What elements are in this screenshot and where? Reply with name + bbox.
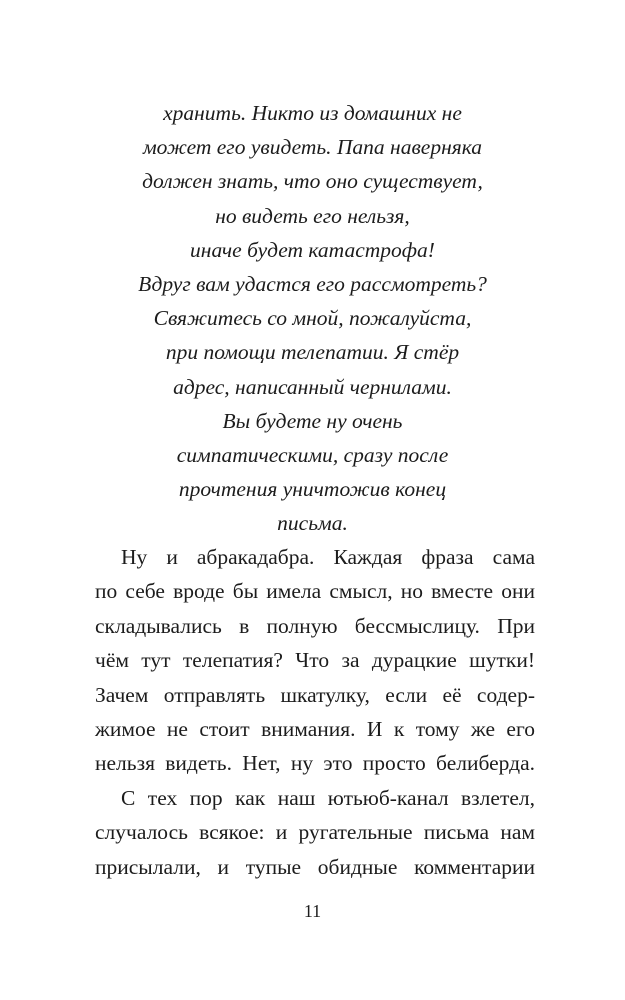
body-text <box>95 540 535 884</box>
text-line: Ну и абракадабра. Каждая фраза сама <box>121 545 535 569</box>
letter-line: письма. <box>277 511 348 536</box>
letter-line: может его увидеть. Папа наверняка <box>142 135 483 160</box>
letter-line: должен знать, что оно существует, <box>142 169 483 194</box>
text-line: присылали, и тупые обидные комментарии <box>95 854 535 879</box>
paragraph-2 <box>95 781 535 884</box>
page-number: 11 <box>303 901 322 921</box>
letter-line: Вдруг вам удастся его рассмотреть? <box>138 272 487 297</box>
letter-line: симпатическими, сразу после <box>176 443 449 468</box>
text-line: жимое не стоит внимания. И к тому же его <box>95 717 535 742</box>
text-line: случалось всякое: и ругательные письма нам <box>95 820 535 845</box>
letter-line: Вы будете ну очень <box>222 408 403 433</box>
text-line: С тех пор как наш ютьюб-канал взлетел, <box>121 785 535 810</box>
paragraph-1 <box>95 540 535 781</box>
text-line: чём тут телепатия? Что за дурацкие шутки! <box>95 648 535 673</box>
letter-line: хранить. Никто из домашних не <box>163 101 462 125</box>
letter-line: прочтения уничтожив конец <box>178 477 447 502</box>
letter-line: но видеть его нельзя, <box>215 203 410 228</box>
text-line: Зачем отправлять шкатулку, если её содер- <box>95 682 535 707</box>
text-line: по себе вроде бы имела смысл, но вместе они <box>95 579 535 604</box>
letter-line: Свяжитесь со мной, пожалуйста, <box>153 306 472 331</box>
text-line: складывались в полную бессмыслицу. При <box>95 613 535 638</box>
letter-line: иначе будет катастрофа! <box>190 237 435 262</box>
text-line: нельзя видеть. Нет, ну это просто белиберда. <box>95 751 535 776</box>
letter-line: при помощи телепатии. Я стёр <box>165 340 460 365</box>
letter-line: адрес, написанный чернилами. <box>173 374 452 399</box>
letter-quote <box>100 96 525 541</box>
